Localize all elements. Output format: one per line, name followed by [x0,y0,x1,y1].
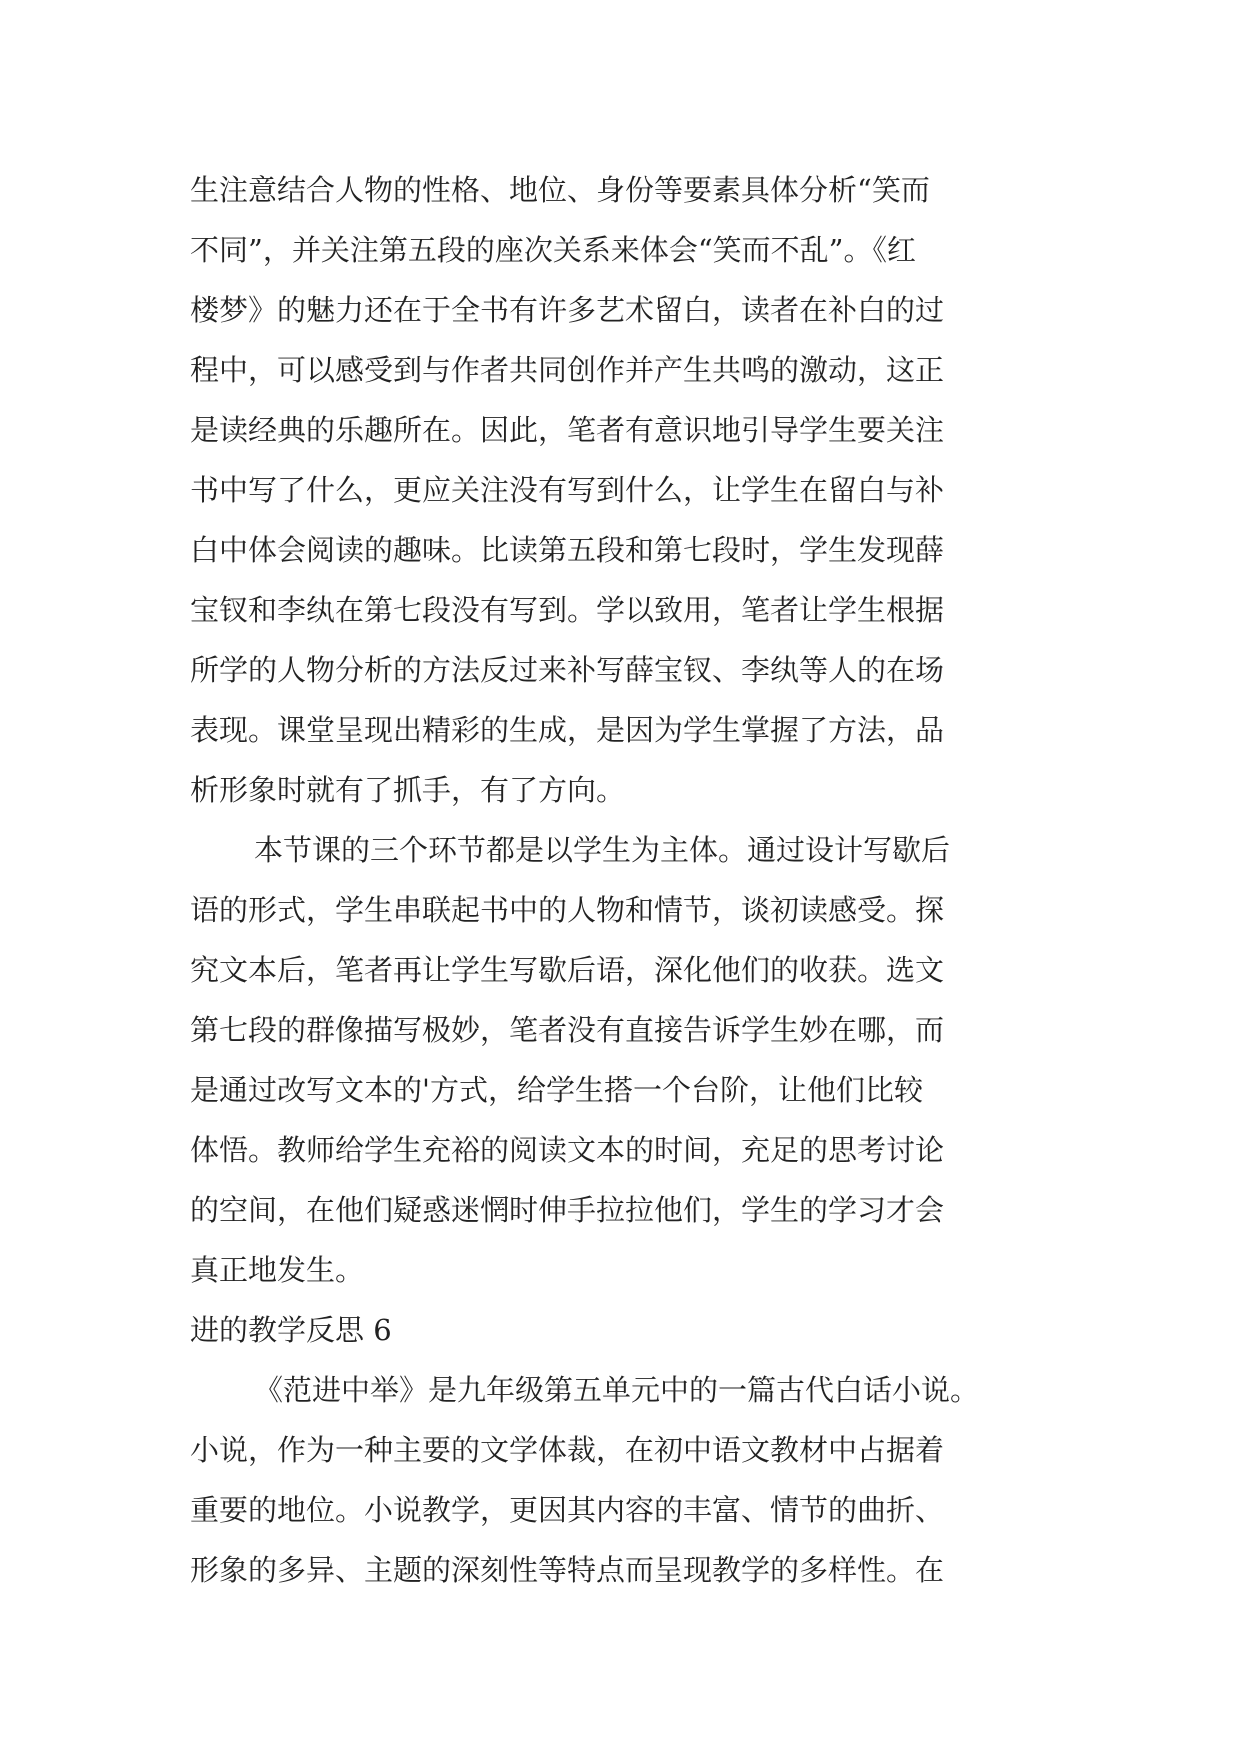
paragraph-1-line-5: 是读经典的乐趣所在。因此，笔者有意识地引导学生要关注 [190,413,945,447]
paragraph-1-line-8: 宝钗和李纨在第七段没有写到。学以致用，笔者让学生根据 [190,593,945,627]
paragraph-1-line-3: 楼梦》的魅力还在于全书有许多艺术留白，读者在补白的过 [190,293,945,327]
paragraph-2-line-1: 本节课的三个环节都是以学生为主体。通过设计写歇后 [254,833,951,867]
paragraph-2-line-3: 究文本后，笔者再让学生写歇后语，深化他们的收获。选文 [190,953,945,987]
paragraph-1-line-6: 书中写了什么，更应关注没有写到什么，让学生在留白与补 [190,473,945,507]
paragraph-2-line-7: 的空间，在他们疑惑迷惘时伸手拉拉他们，学生的学习才会 [190,1193,945,1227]
paragraph-1-line-11: 析形象时就有了抓手，有了方向。 [190,773,626,807]
paragraph-3-line-2: 小说，作为一种主要的文学体裁，在初中语文教材中占据着 [190,1433,945,1467]
paragraph-1-line-7: 白中体会阅读的趣味。比读第五段和第七段时，学生发现薛 [190,533,945,567]
paragraph-1-line-1: 生注意结合人物的性格、地位、身份等要素具体分析“笑而 [190,173,930,207]
paragraph-1-line-9: 所学的人物分析的方法反过来补写薛宝钗、李纨等人的在场 [190,653,945,687]
paragraph-2-line-2: 语的形式，学生串联起书中的人物和情节，谈初读感受。探 [190,893,945,927]
paragraph-2-line-8: 真正地发生。 [190,1253,365,1287]
paragraph-2-line-6: 体悟。教师给学生充裕的阅读文本的时间，充足的思考讨论 [190,1133,945,1167]
paragraph-3-line-4: 形象的多异、主题的深刻性等特点而呈现教学的多样性。在 [190,1553,945,1587]
paragraph-1-line-2: 不同”，并关注第五段的座次关系来体会“笑而不乱”。《红 [190,233,916,267]
paragraph-3-line-3: 重要的地位。小说教学，更因其内容的丰富、情节的曲折、 [190,1493,945,1527]
paragraph-1-line-4: 程中，可以感受到与作者共同创作并产生共鸣的激动，这正 [190,353,945,387]
paragraph-2-line-4: 第七段的群像描写极妙，笔者没有直接告诉学生妙在哪，而 [190,1013,945,1047]
paragraph-3-line-1: 《范进中举》是九年级第五单元中的一篇古代白话小说。 [254,1373,980,1407]
paragraph-2-line-5: 是通过改写文本的'方式，给学生搭一个台阶，让他们比较 [190,1073,923,1107]
section-heading: 进的教学反思 6 [190,1313,392,1347]
paragraph-1-line-10: 表现。课堂呈现出精彩的生成，是因为学生掌握了方法，品 [190,713,945,747]
